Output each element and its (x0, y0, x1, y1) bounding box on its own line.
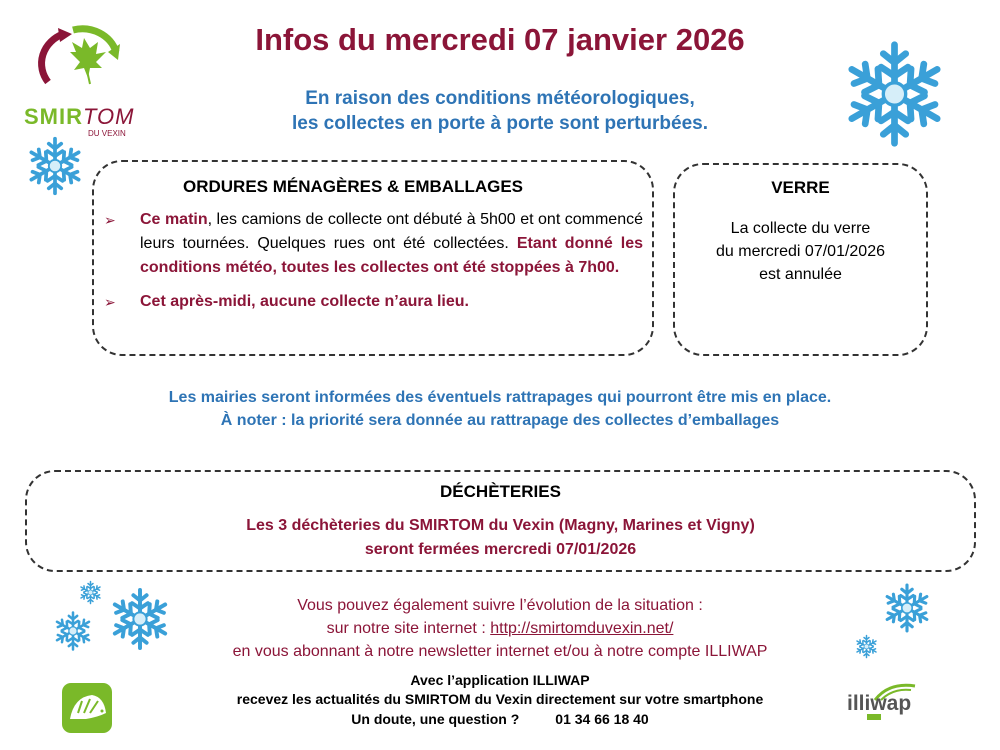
arrow-bullet-icon: ➢ (104, 212, 116, 228)
question-text: Un doute, une question ? (351, 711, 520, 727)
bullet-text: Cet après-midi, aucune collecte n’aura lieu. (140, 293, 469, 310)
page-title: Infos du mercredi 07 janvier 2026 (255, 22, 745, 57)
recycling-centers-box (25, 470, 976, 572)
list-item (94, 290, 652, 314)
glass-line: du mercredi 07/01/2026 (716, 243, 885, 260)
follow-line (0, 617, 1000, 640)
intro-line: les collectes en porte à porte sont perturbées. (291, 113, 708, 134)
notes-line: Les mairies seront informées des éventuels rattrapages qui pourront être mis en place. (168, 389, 832, 406)
follow-prefix: sur notre site internet : (326, 620, 491, 637)
recycling-centers-text (27, 514, 974, 562)
intro-text (0, 86, 1000, 136)
glass-box (673, 163, 928, 356)
phone-number: 01 34 66 18 40 (555, 711, 649, 727)
logo-subtitle: DU VEXIN (88, 129, 126, 138)
illiwap-wordmark: illiwap (847, 692, 912, 715)
follow-line: Vous pouvez également suivre l’évolution de la situation : (297, 597, 703, 614)
follow-line: en vous abonnant à notre newsletter internet et/ou à notre compte ILLIWAP (232, 643, 768, 660)
follow-text (0, 594, 1000, 663)
logo-name: SMIRTOM (24, 104, 135, 129)
illiwap-logo (845, 678, 945, 723)
website-link[interactable]: http://smirtomduvexin.net/ (490, 620, 674, 637)
glass-line: est annulée (759, 266, 842, 283)
notes-line: À noter : la priorité sera donnée au rattrapage des collectes d’emballages (220, 412, 780, 429)
app-line: recevez les actualités du SMIRTOM du Vexin directement sur votre smartphone (236, 691, 764, 707)
household-waste-heading: ORDURES MÉNAGÈRES & EMBALLAGES (182, 177, 524, 196)
glass-heading: VERRE (771, 178, 830, 197)
glass-line: La collecte du verre (730, 220, 871, 237)
intro-line: En raison des conditions météorologiques, (305, 88, 695, 109)
bullet-text: , les camions de collecte ont débuté à 5h00 et ont commencé leurs tournées. Quelques rues ont été collectées. (140, 211, 643, 252)
list-item (94, 208, 652, 280)
bullet-lead: Ce matin (140, 211, 208, 228)
recycling-line: Les 3 déchèteries du SMIRTOM du Vexin (Magny, Marines et Vigny) (246, 517, 755, 534)
notes-text (0, 386, 1000, 432)
household-waste-box (92, 160, 654, 356)
recycling-line: seront fermées mercredi 07/01/2026 (364, 541, 637, 558)
bullet-emphasis: Etant donné les conditions météo, toutes les collectes ont été stoppées à 7h00. (140, 235, 644, 276)
arrow-bullet-icon: ➢ (104, 294, 116, 310)
app-line: Avec l’application ILLIWAP (410, 672, 590, 688)
recycling-centers-heading: DÉCHÈTERIES (440, 482, 561, 501)
glass-text (675, 217, 926, 286)
